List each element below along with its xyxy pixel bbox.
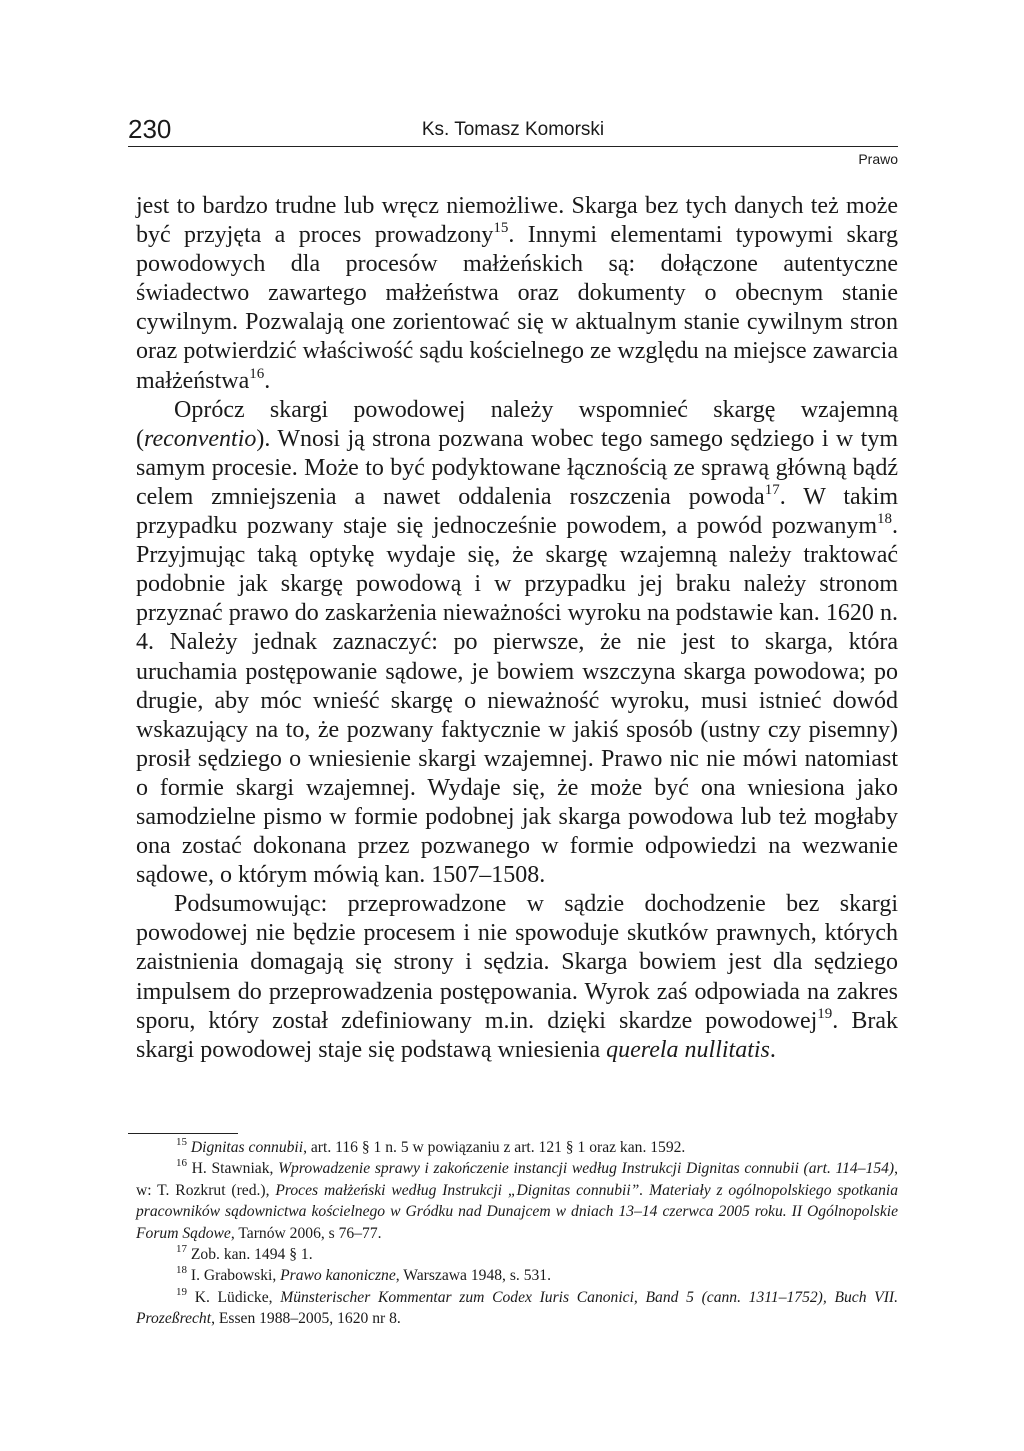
footnote-italic: Dignitas connubii bbox=[190, 1139, 304, 1156]
footnote-italic: Prawo kanoniczne bbox=[280, 1267, 396, 1285]
footnote-separator bbox=[128, 1133, 238, 1134]
footnote-text: , w: T. Rozkrut (red.), bbox=[136, 1160, 899, 1199]
footnote-text: , art. 116 § 1 n. 5 w powiązaniu z art. 121 § 1 oraz kan. 1592. bbox=[303, 1139, 686, 1156]
paragraph-2 bbox=[136, 396, 898, 891]
footnotes bbox=[136, 1137, 898, 1330]
footnote-ref-18[interactable]: 18 bbox=[877, 511, 892, 528]
footnote-text: I. Grabowski, bbox=[190, 1267, 281, 1285]
footnote-ref-15[interactable]: 15 bbox=[493, 220, 509, 237]
paragraph-1 bbox=[136, 192, 898, 396]
text-run: Podsumowując: przeprowadzone w sądzie dochodzenie bez skargi powodowej nie będzie procesem i nie spowoduje skutków prawnych, których zaistnienia domagają się strony i sędzia. Skarga bowiem jest dla sędziego impulsem do przeprowadzenia postępowania. Wyrok zaś odpowiada na zakres sporu, który został zdefiniowany m.in. dzięki skardze powodowej bbox=[136, 891, 898, 1034]
text-run: . W takim przypadku pozwany staje się jednocześnie powodem, a powód pozwanym bbox=[136, 483, 898, 540]
footnote-ref-19[interactable]: 19 bbox=[817, 1005, 833, 1022]
footnote-16 bbox=[136, 1158, 898, 1244]
footnote-18 bbox=[136, 1265, 898, 1286]
footnote-text: , Essen 1988–2005, 1620 nr 8. bbox=[211, 1310, 401, 1328]
text-run: jest to bardzo trudne lub wręcz niemożliwe. Skarga bez tych danych też może być przyjęta a proces prowadzony bbox=[136, 193, 898, 249]
footnote-17 bbox=[136, 1244, 898, 1265]
footnote-number: 19 bbox=[176, 1285, 187, 1298]
footnote-italic: Münsterischer Kommentar zum Codex Iuris Canonici, Band 5 (cann. 1311–1752), Buch VII. Prozeßrecht bbox=[136, 1288, 898, 1328]
text-run: . bbox=[769, 1036, 776, 1063]
running-head-author: Ks. Tomasz Komorski bbox=[421, 119, 605, 140]
footnote-number: 16 bbox=[176, 1157, 187, 1170]
italic-term: querela nullitatis bbox=[606, 1036, 770, 1063]
italic-term: reconventio bbox=[144, 425, 257, 452]
footnote-19 bbox=[136, 1287, 898, 1330]
footnote-text: , Warszawa 1948, s. 531. bbox=[395, 1267, 551, 1285]
footnote-italic: Wprowadzenie sprawy i zakończenie instancji według Instrukcji Dignitas connubii (art. 114–154) bbox=[278, 1160, 895, 1178]
footnote-number: 18 bbox=[176, 1264, 187, 1277]
footnote-ref-17[interactable]: 17 bbox=[764, 481, 780, 498]
footnote-number: 15 bbox=[176, 1135, 187, 1148]
running-header bbox=[128, 114, 898, 147]
main-text bbox=[136, 192, 898, 1065]
footnote-text: K. Lüdicke, bbox=[194, 1288, 281, 1306]
text-run: . Brak skargi powodowej staje się podstawą wniesienia bbox=[136, 1007, 898, 1063]
text-run: . Innymi elementami typowymi skarg powodowych dla procesów małżeńskich są: dołączone autentyczne świadectwo zawartego małżeństwa oraz dokumenty o obecnym stanie cywilnym. Pozwalają one zorientować się w aktualnym stanie cywilnym stron oraz potwierdzić właściwość sądu kościelnego ze względu na miejsce zawarcia małżeństwa bbox=[136, 222, 898, 394]
footnote-text: H. Stawniak, bbox=[191, 1160, 279, 1178]
footnote-text: Zob. kan. 1494 § 1. bbox=[190, 1246, 313, 1264]
paragraph-3 bbox=[136, 890, 898, 1065]
section-label: Prawo bbox=[858, 151, 898, 167]
footnote-text: , Tarnów 2006, s 76–77. bbox=[230, 1224, 382, 1242]
footnote-ref-16[interactable]: 16 bbox=[249, 365, 265, 382]
text-run: . Przyjmując taką optykę wydaje się, że skargę wzajemną należy traktować podobnie jak skargę powodową i w przypadku jej braku należy stronom przyznać prawo do zaskarżenia nieważności wyroku na podstawie kan. 1620 n. 4. Należy jednak zaznaczyć: po pierwsze, że nie jest to skarga, która uruchamia postępowanie sądowe, je bowiem wszczyna skarga powodowa; po drugie, aby móc wnieść skargę o nieważność wyroku, musi istnieć dowód wskazujący na to, że pozwany faktycznie w jakiś sposób (ustny czy pisemny) prosił sędziego o wniesienie skargi wzajemnej. Prawo nic nie mówi natomiast o formie skargi wzajemnej. Wydaje się, że może być ona wniesiona jako samodzielne pismo w formie podobnej jak skarga powodowa lub też mogłaby ona zostać dokonana przez pozwanego w formie odpowiedzi na wezwanie sądowe, o którym mówią kan. 1507–1508. bbox=[136, 513, 898, 889]
text-run: Oprócz skargi powodowej należy wspomnieć skargę wzajemną ( bbox=[136, 396, 898, 452]
footnote-number: 17 bbox=[176, 1242, 187, 1255]
footnote-15 bbox=[136, 1137, 898, 1158]
footnote-italic: Proces małżeński według Instrukcji „Dignitas connubii”. Materiały z ogólnopolskiego spotkania pracowników sądownictwa kościelnego w Gródku nad Dunajcem w dniach 13–14 czerwca 2005 roku. II Ogólnopolskie Forum Sądowe bbox=[136, 1181, 898, 1242]
page-number: 230 bbox=[128, 114, 172, 144]
text-run: ). Wnosi ją strona pozwana wobec tego samego sędziego i w tym samym procesie. Może to być podyktowane łącznością ze sprawą główną bądź celem zmniejszenia a nawet oddalenia roszczenia powoda bbox=[136, 425, 898, 510]
text-run: . bbox=[264, 367, 271, 394]
